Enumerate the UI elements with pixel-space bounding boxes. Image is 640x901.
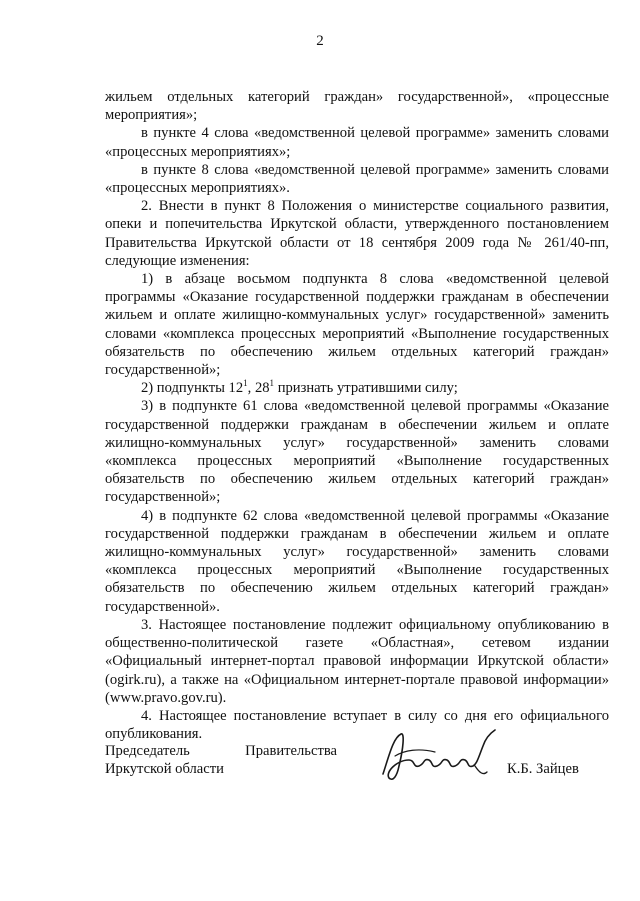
paragraph-section-3: 3. Настоящее постановление подлежит официальному опубликованию в общественно-политической газете «Областная», сетевом издании «Официальный интернет-портал правовой информации Иркутской области» (ogirk.ru), а также на «Официальном интернет-портале правовой информации» (www.pravo.gov.ru). <box>105 616 609 706</box>
position-word-government: Правительства <box>245 743 337 759</box>
position-line-1 <box>105 742 337 760</box>
paragraph-subitem-4: 4) в подпункте 62 слова «ведомственной целевой программы «Оказание государственной поддержки гражданам в обеспечении жильем и оплате жилищно-коммунальных услуг» государственной» заменить словами «комплекса процессных мероприятий «Выполнение государственных обязательств по обеспечению жильем отдельных категорий граждан» государственной». <box>105 507 609 615</box>
signature-block <box>105 742 609 802</box>
subitem-2-suffix: признать утратившими силу; <box>274 380 458 397</box>
paragraph-continuation: жильем отдельных категорий граждан» государственной», «процессные мероприятия»; <box>105 89 609 124</box>
superscript-1: 1 <box>243 378 248 389</box>
subitem-2-middle: , 28 <box>247 380 270 397</box>
paragraph-subitem-3: 3) в подпункте 61 слова «ведомственной целевой программы «Оказание государственной поддержки гражданам в обеспечении жильем и оплате жилищно-коммунальных услуг» государственной» заменить словами «комплекса процессных мероприятий «Выполнение государственных обязательств по обеспечению жильем отдельных категорий граждан» государственной»; <box>105 398 609 506</box>
page-number: 2 <box>316 33 324 49</box>
superscript-2: 1 <box>269 378 275 389</box>
handwritten-signature <box>375 726 505 790</box>
paragraph-section-4: 4. Настоящее постановление вступает в силу со дня его официального опубликования. <box>105 707 609 743</box>
subitem-2-prefix: 2) подпункты 12 <box>141 380 244 397</box>
position-line-2: Иркутской области <box>105 761 224 777</box>
signatory-name: К.Б. Зайцев <box>507 761 579 777</box>
paragraph-item-point-4: в пункте 4 слова «ведомственной целевой программе» заменить словами «процессных мероприятиях»; <box>105 125 609 160</box>
paragraph-section-2: 2. Внести в пункт 8 Положения о министерстве социального развития, опеки и попечительства Иркутской области, утвержденного постановлением Правительства Иркутской области от 18 сентября 2009 года № 261/40-пп, следующие изменения: <box>105 198 609 269</box>
position-word-chairman: Председатель <box>105 743 190 759</box>
paragraph-item-point-8: в пункте 8 слова «ведомственной целевой программе» заменить словами «процессных мероприятиях». <box>105 161 609 197</box>
paragraph-subitem-1: 1) в абзаце восьмом подпункта 8 слова «ведомственной целевой программы «Оказание государственной поддержки гражданам в обеспечении жильем и оплате жилищно-коммунальных услуг» государственной» заменить словами «комплекса процессных мероприятий «Выполнение государственных обязательств по обеспечению жильем отдельных категорий граждан» государственной»; <box>105 271 609 379</box>
document-body <box>105 88 609 743</box>
signatory-position <box>105 742 337 778</box>
paragraph-subitem-2 <box>105 379 609 397</box>
